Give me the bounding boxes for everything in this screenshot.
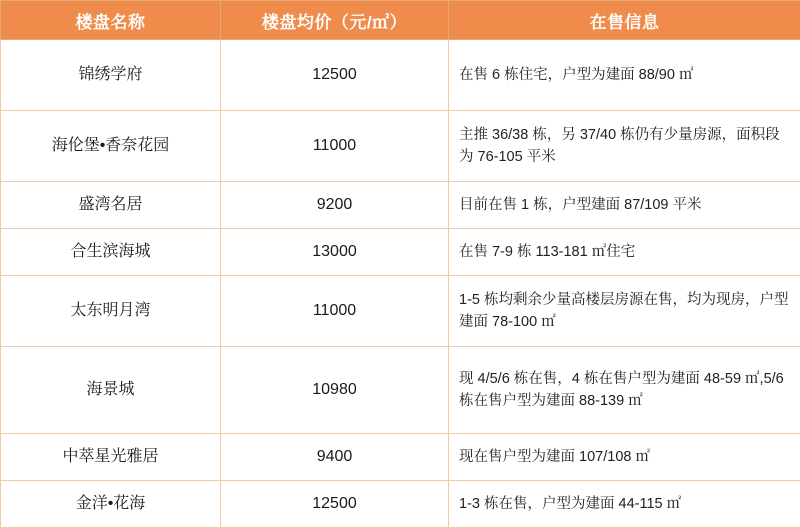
cell-sales-info: 目前在售 1 栋，户型建面 87/109 平米 bbox=[449, 182, 800, 229]
table-row bbox=[1, 481, 800, 528]
table-row bbox=[1, 40, 800, 111]
cell-property-name: 太东明月湾 bbox=[1, 276, 221, 347]
table-row bbox=[1, 182, 800, 229]
cell-sales-info: 现 4/5/6 栋在售，4 栋在售户型为建面 48-59 ㎡,5/6 栋在售户型为建面 88-139 ㎡ bbox=[449, 347, 800, 434]
table-row bbox=[1, 347, 800, 434]
table-header-row bbox=[1, 1, 800, 40]
cell-average-price: 13000 bbox=[221, 229, 449, 276]
cell-sales-info: 主推 36/38 栋，另 37/40 栋仍有少量房源，面积段为 76-105 平米 bbox=[449, 111, 800, 182]
cell-property-name: 合生滨海城 bbox=[1, 229, 221, 276]
table-row bbox=[1, 111, 800, 182]
cell-average-price: 12500 bbox=[221, 481, 449, 528]
cell-average-price: 11000 bbox=[221, 111, 449, 182]
cell-sales-info: 1-3 栋在售，户型为建面 44-115 ㎡ bbox=[449, 481, 800, 528]
cell-sales-info: 1-5 栋均剩余少量高楼层房源在售，均为现房，户型建面 78-100 ㎡ bbox=[449, 276, 800, 347]
table-row bbox=[1, 276, 800, 347]
cell-sales-info: 现在售户型为建面 107/108 ㎡ bbox=[449, 434, 800, 481]
cell-average-price: 10980 bbox=[221, 347, 449, 434]
column-header-sales-info: 在售信息 bbox=[449, 1, 800, 40]
cell-average-price: 12500 bbox=[221, 40, 449, 111]
cell-property-name: 盛湾名居 bbox=[1, 182, 221, 229]
table-body bbox=[1, 40, 800, 528]
cell-property-name: 中萃星光雅居 bbox=[1, 434, 221, 481]
cell-sales-info: 在售 7-9 栋 113-181 ㎡住宅 bbox=[449, 229, 800, 276]
column-header-name: 楼盘名称 bbox=[1, 1, 221, 40]
cell-average-price: 9200 bbox=[221, 182, 449, 229]
cell-property-name: 金洋•花海 bbox=[1, 481, 221, 528]
cell-property-name: 海伦堡•香奈花园 bbox=[1, 111, 221, 182]
column-header-price: 楼盘均价（元/㎡） bbox=[221, 1, 449, 40]
table-row bbox=[1, 434, 800, 481]
cell-sales-info: 在售 6 栋住宅，户型为建面 88/90 ㎡ bbox=[449, 40, 800, 111]
cell-property-name: 锦绣学府 bbox=[1, 40, 221, 111]
cell-average-price: 9400 bbox=[221, 434, 449, 481]
table-row bbox=[1, 229, 800, 276]
table-header bbox=[1, 1, 800, 40]
cell-property-name: 海景城 bbox=[1, 347, 221, 434]
cell-average-price: 11000 bbox=[221, 276, 449, 347]
